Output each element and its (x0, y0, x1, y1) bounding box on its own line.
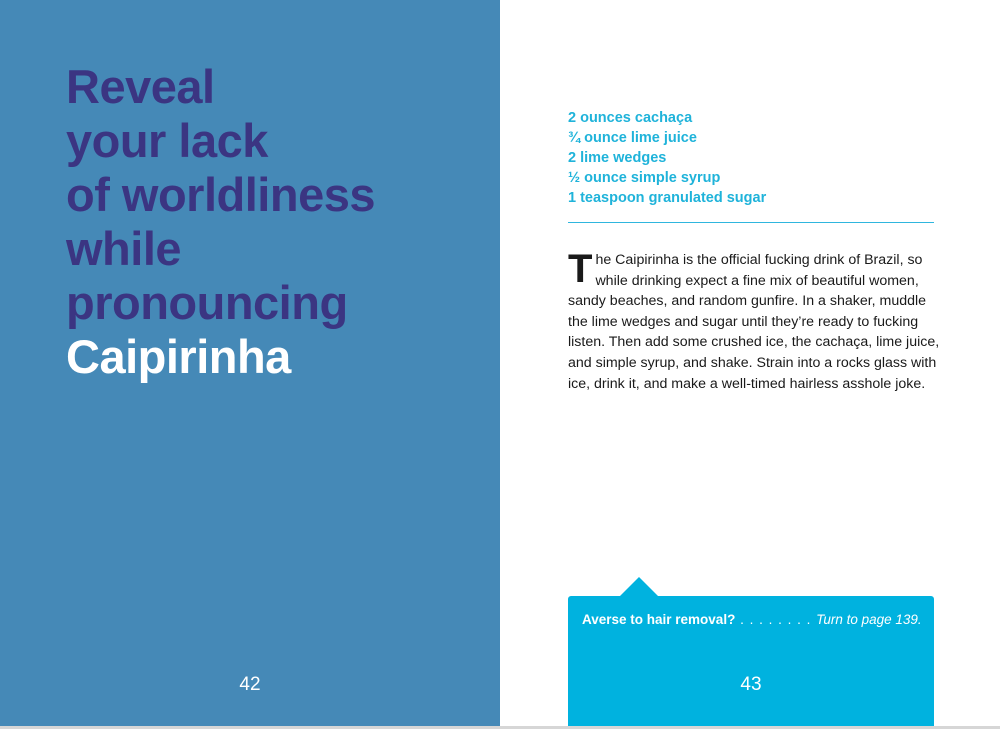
recipe-paragraph (568, 247, 940, 394)
callout-pointer (619, 577, 659, 597)
recipe-text: he Caipirinha is the official fucking drink of Brazil, so while drinking expect a fine mix of beautiful women, sandy beaches, and random gunfire. In a shaker, muddle the lime wedges and sugar until they’re ready to fucking listen. Then add some crushed ice, the cachaça, lime juice, and simple syrup, and shake. Strain into a rocks glass with ice, drink it, and make a well-timed hairless asshole joke. (568, 252, 940, 392)
title-line: while (66, 222, 182, 275)
ingredient-item: 2 lime wedges (568, 150, 667, 166)
title-line: pronouncing (66, 276, 348, 329)
title-line: your lack (66, 114, 268, 167)
ingredient-item: ½ ounce simple syrup (568, 170, 721, 186)
title-line: Reveal (66, 60, 215, 113)
ingredient-list (568, 108, 766, 208)
page-title (66, 60, 375, 384)
ingredient-item: 2 ounces cachaça (568, 110, 693, 126)
title-cocktail-name: Caipirinha (66, 330, 291, 383)
ingredient-item: ¾ ounce lime juice (568, 130, 697, 146)
callout-page-reference[interactable]: Turn to page 139. (816, 612, 922, 627)
cross-reference-callout (568, 596, 934, 729)
ingredient-item: 1 teaspoon granulated sugar (568, 190, 767, 206)
callout-question: Averse to hair removal? (582, 612, 736, 627)
callout-leader-dots: . . . . . . . . (735, 612, 817, 627)
callout-text (582, 612, 922, 627)
page-number-left: 42 (239, 674, 261, 695)
ingredient-divider (568, 222, 934, 223)
drop-cap: T (568, 247, 593, 291)
page-number-right: 43 (740, 674, 762, 695)
title-line: of worldliness (66, 168, 375, 221)
